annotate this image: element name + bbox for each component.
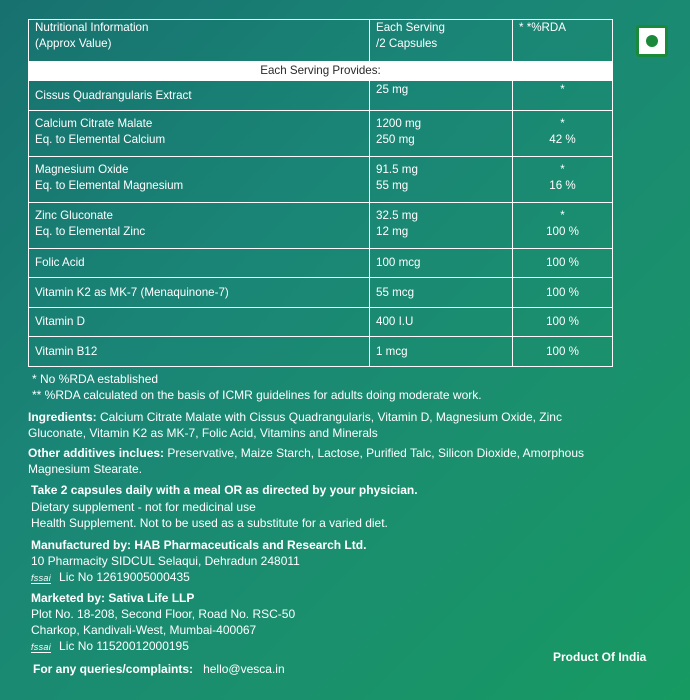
- table-cell-c2: [370, 111, 513, 157]
- additives-label: Other additives inclues:: [28, 446, 165, 460]
- table-banner-row: [29, 62, 613, 81]
- table-cell-c3: [513, 157, 613, 203]
- header-info-line: (Approx Value): [35, 37, 112, 50]
- veg-dot: [646, 35, 658, 47]
- table-cell-c2: [370, 249, 513, 278]
- cell-line: 100 %: [546, 315, 579, 328]
- cell-line: 16 %: [549, 179, 576, 192]
- directions-line-2: Health Supplement. Not to be used as a substitute for a varied diet.: [31, 516, 388, 530]
- table-cell-c3: [513, 308, 613, 337]
- header-info-line: Nutritional Information: [35, 21, 149, 34]
- cell-line: Vitamin D: [35, 315, 86, 328]
- marketer-address-2: Charkop, Kandivali-West, Mumbai-400067: [31, 623, 257, 637]
- table-row: [29, 308, 613, 337]
- table-cell-c1: [29, 81, 370, 111]
- ingredients-label: Ingredients:: [28, 410, 97, 424]
- cell-line: 100 mcg: [376, 256, 421, 269]
- nutrition-table: [28, 19, 613, 367]
- fssai-logo-icon: fssai: [31, 642, 52, 652]
- contact-email[interactable]: hello@vesca.in: [203, 662, 285, 676]
- header-serving-line: /2 Capsules: [376, 37, 438, 50]
- additives-text: Preservative, Maize Starch, Lactose, Purified Talc, Silicon Dioxide, Amorphous: [167, 446, 585, 460]
- manufacturer-lic: Lic No 12619005000435: [59, 570, 190, 584]
- cell-line: 250 mg: [376, 133, 415, 146]
- marketer-license: [31, 638, 189, 655]
- note-rda-basis: ** %RDA calculated on the basis of ICMR guidelines for adults doing moderate work.: [32, 388, 482, 402]
- manufacturer-license: [31, 569, 190, 586]
- cell-line: 100 %: [546, 225, 579, 238]
- cell-line: 12 mg: [376, 225, 409, 238]
- table-cell-c2: [370, 203, 513, 249]
- cell-line: *: [560, 83, 565, 96]
- table-cell-c1: [29, 308, 370, 337]
- directions-heading: Take 2 capsules daily with a meal OR as directed by your physician.: [31, 483, 418, 497]
- marketer-lic: Lic No 11520012000195: [59, 639, 189, 653]
- ingredients-text: Calcium Citrate Malate with Cissus Quadrangularis, Vitamin D, Magnesium Oxide, Zinc: [100, 410, 562, 424]
- cell-line: 25 mg: [376, 83, 409, 96]
- table-cell-c3: [513, 81, 613, 111]
- table-row: [29, 337, 613, 367]
- cell-line: 100 %: [546, 285, 579, 299]
- cell-line: Zinc Gluconate: [35, 209, 113, 222]
- ingredients-line-1: [28, 409, 562, 425]
- table-row: [29, 203, 613, 249]
- cell-line: 100 %: [546, 256, 579, 269]
- cell-line: 1 mcg: [376, 344, 408, 358]
- marketer-label: Marketed by: Sativa Life LLP: [31, 591, 195, 605]
- table-cell-c1: [29, 111, 370, 157]
- header-cell-rda: [513, 20, 613, 62]
- table-cell-c1: [29, 157, 370, 203]
- cell-line: Folic Acid: [35, 256, 85, 269]
- header-cell-serving: [370, 20, 513, 62]
- table-cell-c2: [370, 81, 513, 111]
- table-row: [29, 278, 613, 308]
- manufacturer-label: Manufactured by: HAB Pharmaceuticals and Research Ltd.: [31, 538, 367, 552]
- additives-line-1: [28, 445, 584, 461]
- directions-line-1: Dietary supplement - not for medicinal use: [31, 500, 256, 514]
- cell-line: Vitamin K2 as MK-7 (Menaquinone-7): [35, 285, 229, 299]
- ingredients-line-2: Gluconate, Vitamin K2 as MK-7, Folic Acid, Vitamins and Minerals: [28, 426, 378, 440]
- cell-line: *: [560, 163, 565, 176]
- fssai-logo-icon: fssai: [31, 573, 52, 583]
- cell-line: 32.5 mg: [376, 209, 418, 222]
- table-cell-c2: [370, 157, 513, 203]
- cell-line: 91.5 mg: [376, 163, 418, 176]
- cell-line: 55 mg: [376, 179, 409, 192]
- cell-line: 42 %: [549, 133, 576, 146]
- table-cell-c3: [513, 111, 613, 157]
- table-row: [29, 111, 613, 157]
- table-cell-c1: [29, 249, 370, 278]
- contact-label: For any queries/complaints:: [33, 662, 194, 676]
- header-rda-line: * *%RDA: [519, 21, 567, 34]
- manufacturer-address: 10 Pharmacity SIDCUL Selaqui, Dehradun 248011: [31, 554, 300, 568]
- table-cell-c2: [370, 337, 513, 367]
- marketer-address-1: Plot No. 18-208, Second Floor, Road No. RSC-50: [31, 607, 296, 621]
- table-header-row: [29, 20, 613, 62]
- product-origin: Product Of India: [553, 650, 647, 664]
- table-row: [29, 157, 613, 203]
- note-no-rda: * No %RDA established: [32, 372, 159, 386]
- table-cell-c3: [513, 278, 613, 308]
- cell-line: 1200 mg: [376, 117, 422, 130]
- table-row: [29, 81, 613, 111]
- table-cell-c1: [29, 278, 370, 308]
- table-row: [29, 249, 613, 278]
- table-cell-c3: [513, 249, 613, 278]
- additives-line-2: Magnesium Stearate.: [28, 462, 143, 476]
- cell-line: Vitamin B12: [35, 344, 98, 358]
- cell-line: 100 %: [546, 344, 579, 358]
- cell-line: 55 mcg: [376, 285, 415, 299]
- table-cell-c2: [370, 278, 513, 308]
- cell-line: *: [560, 209, 565, 222]
- header-cell-info: [29, 20, 370, 62]
- banner-cell: Each Serving Provides:: [29, 62, 613, 81]
- cell-line: Cissus Quadrangularis Extract: [35, 89, 192, 102]
- table-cell-c1: [29, 203, 370, 249]
- cell-line: Eq. to Elemental Calcium: [35, 133, 166, 146]
- cell-line: 400 I.U: [376, 315, 414, 328]
- table-cell-c1: [29, 337, 370, 367]
- table-cell-c3: [513, 337, 613, 367]
- contact-line: [33, 661, 285, 677]
- cell-line: *: [560, 117, 565, 130]
- table-cell-c2: [370, 308, 513, 337]
- cell-line: Eq. to Elemental Zinc: [35, 225, 146, 238]
- header-serving-line: Each Serving: [376, 21, 445, 34]
- cell-line: Calcium Citrate Malate: [35, 117, 153, 130]
- cell-line: Magnesium Oxide: [35, 163, 129, 176]
- veg-symbol-icon: [636, 25, 668, 57]
- table-cell-c3: [513, 203, 613, 249]
- cell-line: Eq. to Elemental Magnesium: [35, 179, 184, 192]
